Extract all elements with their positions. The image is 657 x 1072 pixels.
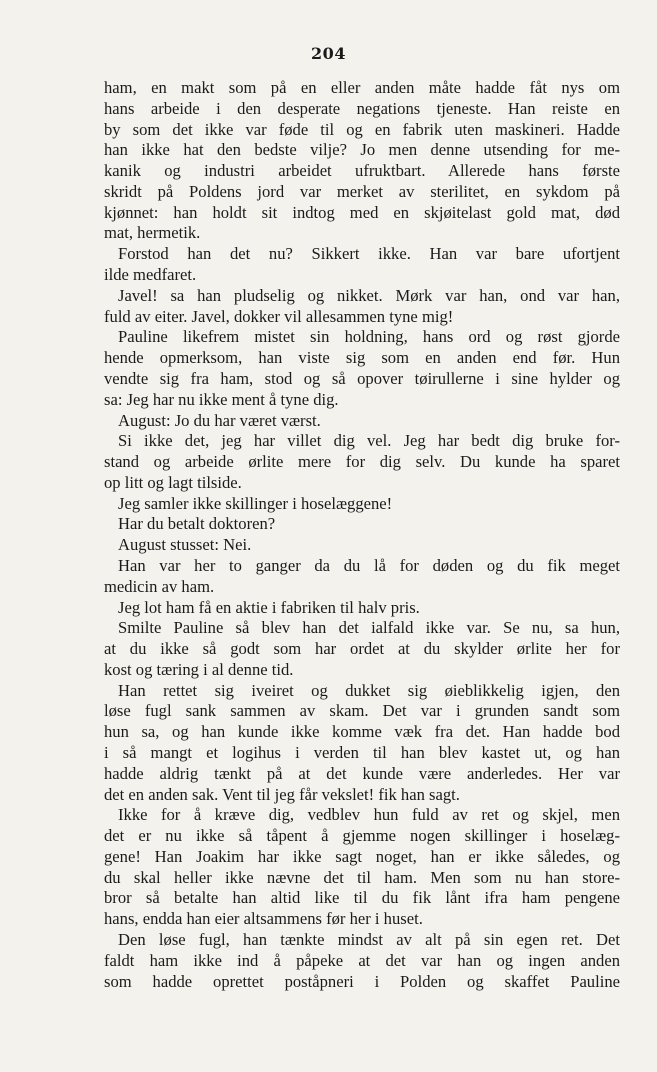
text-line: Han rettet sig iveiret og dukket sig øieblikkelig igjen, den [118, 680, 620, 700]
text-line: i så mangt et logihus i verden til han blev kastet ut, og han [104, 743, 620, 762]
text-line: det en anden sak. Vent til jeg får vekslet! fik han sagt. [104, 784, 460, 804]
text-line: hans, endda han eier altsammens før her i huset. [104, 909, 423, 929]
text-line: Den løse fugl, han tænkte mindst av alt på sin egen ret. Det [118, 930, 620, 950]
text-line: by som det ikke var føde til og en fabrik uten maskineri. Hadde [104, 119, 620, 139]
text-line: fuld av eiter. Javel, dokker vil allesammen tyne mig! [104, 306, 454, 326]
text-line: medicin av ham. [104, 576, 215, 596]
text-line: vendte sig fra ham, stod og så opover tøirullerne i sine hylder og [104, 368, 620, 388]
text-line: Jeg samler ikke skillinger i hoselæggene! [118, 493, 393, 513]
text-line: Smilte Pauline så blev han det ialfald ikke var. Se nu, sa hun, [118, 618, 620, 638]
text-line: ham, en makt som på en eller anden måte hadde fåt nys om [104, 78, 620, 97]
text-line: kjønnet: han holdt sit indtog med en skjøitelast gold mat, død [104, 202, 620, 222]
text-line: hende opmerksom, han viste sig som en anden end før. Hun [104, 348, 620, 368]
text-line: som hadde oprettet poståpneri i Polden og skaffet Pauline [104, 971, 620, 991]
text-line: Javel! sa han pludselig og nikket. Mørk var han, ond var han, [118, 285, 620, 305]
text-line: skridt på Poldens jord var merket av sterilitet, en sykdom på [104, 181, 620, 201]
text-line: hadde aldrig tænkt på at det kunde være anderledes. Her var [104, 763, 620, 783]
text-line: stand og arbeide ørlite mere for dig selv. Du kunde ha sparet [104, 452, 620, 472]
text-line: han ikke hat den bedste vilje? Jo men denne utsending for me- [104, 140, 620, 160]
text-line: løse fugl sank sammen av skam. Det var i grunden sandt som [104, 701, 620, 721]
text-line: Han var her to ganger da du lå for døden og du fik meget [118, 555, 620, 575]
text-line: Ikke for å kræve dig, vedblev hun fuld av ret og skjel, men [118, 805, 620, 825]
text-line: Har du betalt doktoren? [118, 514, 276, 534]
text-line: mat, hermetik. [104, 223, 201, 243]
text-line: ilde medfaret. [104, 265, 197, 285]
text-line: kanik og industri arbeidet ufruktbart. Allerede hans første [104, 161, 620, 181]
text-line: Si ikke det, jeg har villet dig vel. Jeg har bedt dig bruke for- [118, 431, 620, 451]
text-line: August: Jo du har været værst. [118, 410, 321, 430]
text-line: hans arbeide i den desperate negations tjeneste. Han reiste en [104, 98, 620, 118]
text-line: at du ikke så godt som har ordet at du skylder ørlite her for [104, 639, 620, 659]
text-line: Pauline likefrem mistet sin holdning, hans ord og røst gjorde [118, 327, 620, 347]
text-line: hun sa, og han kunde ikke komme væk fra det. Han hadde bod [104, 722, 620, 742]
text-line: op litt og lagt tilside. [104, 472, 242, 492]
text-line: kost og tæring i al denne tid. [104, 659, 294, 679]
text-line: August stusset: Nei. [118, 535, 252, 555]
page-number: 204 [311, 44, 346, 63]
text-line: sa: Jeg har nu ikke ment å tyne dig. [104, 389, 339, 409]
text-line: Jeg lot ham få en aktie i fabriken til halv pris. [118, 597, 420, 617]
text-line: du skal heller ikke nævne det til ham. Men som nu han store- [104, 867, 620, 887]
body-text [104, 79, 620, 993]
text-line: Forstod han det nu? Sikkert ikke. Han var bare ufortjent [118, 244, 620, 264]
text-line: faldt ham ikke ind å påpeke at det var han og ingen anden [104, 950, 620, 970]
text-line: det er nu ikke så tåpent å gjemme nogen skillinger i hoselæg- [104, 826, 620, 846]
text-line: gene! Han Joakim har ikke sagt noget, han er ikke således, og [104, 846, 620, 866]
text-line: bror så betalte han altid like til du fik lånt ifra ham pengene [104, 888, 620, 908]
